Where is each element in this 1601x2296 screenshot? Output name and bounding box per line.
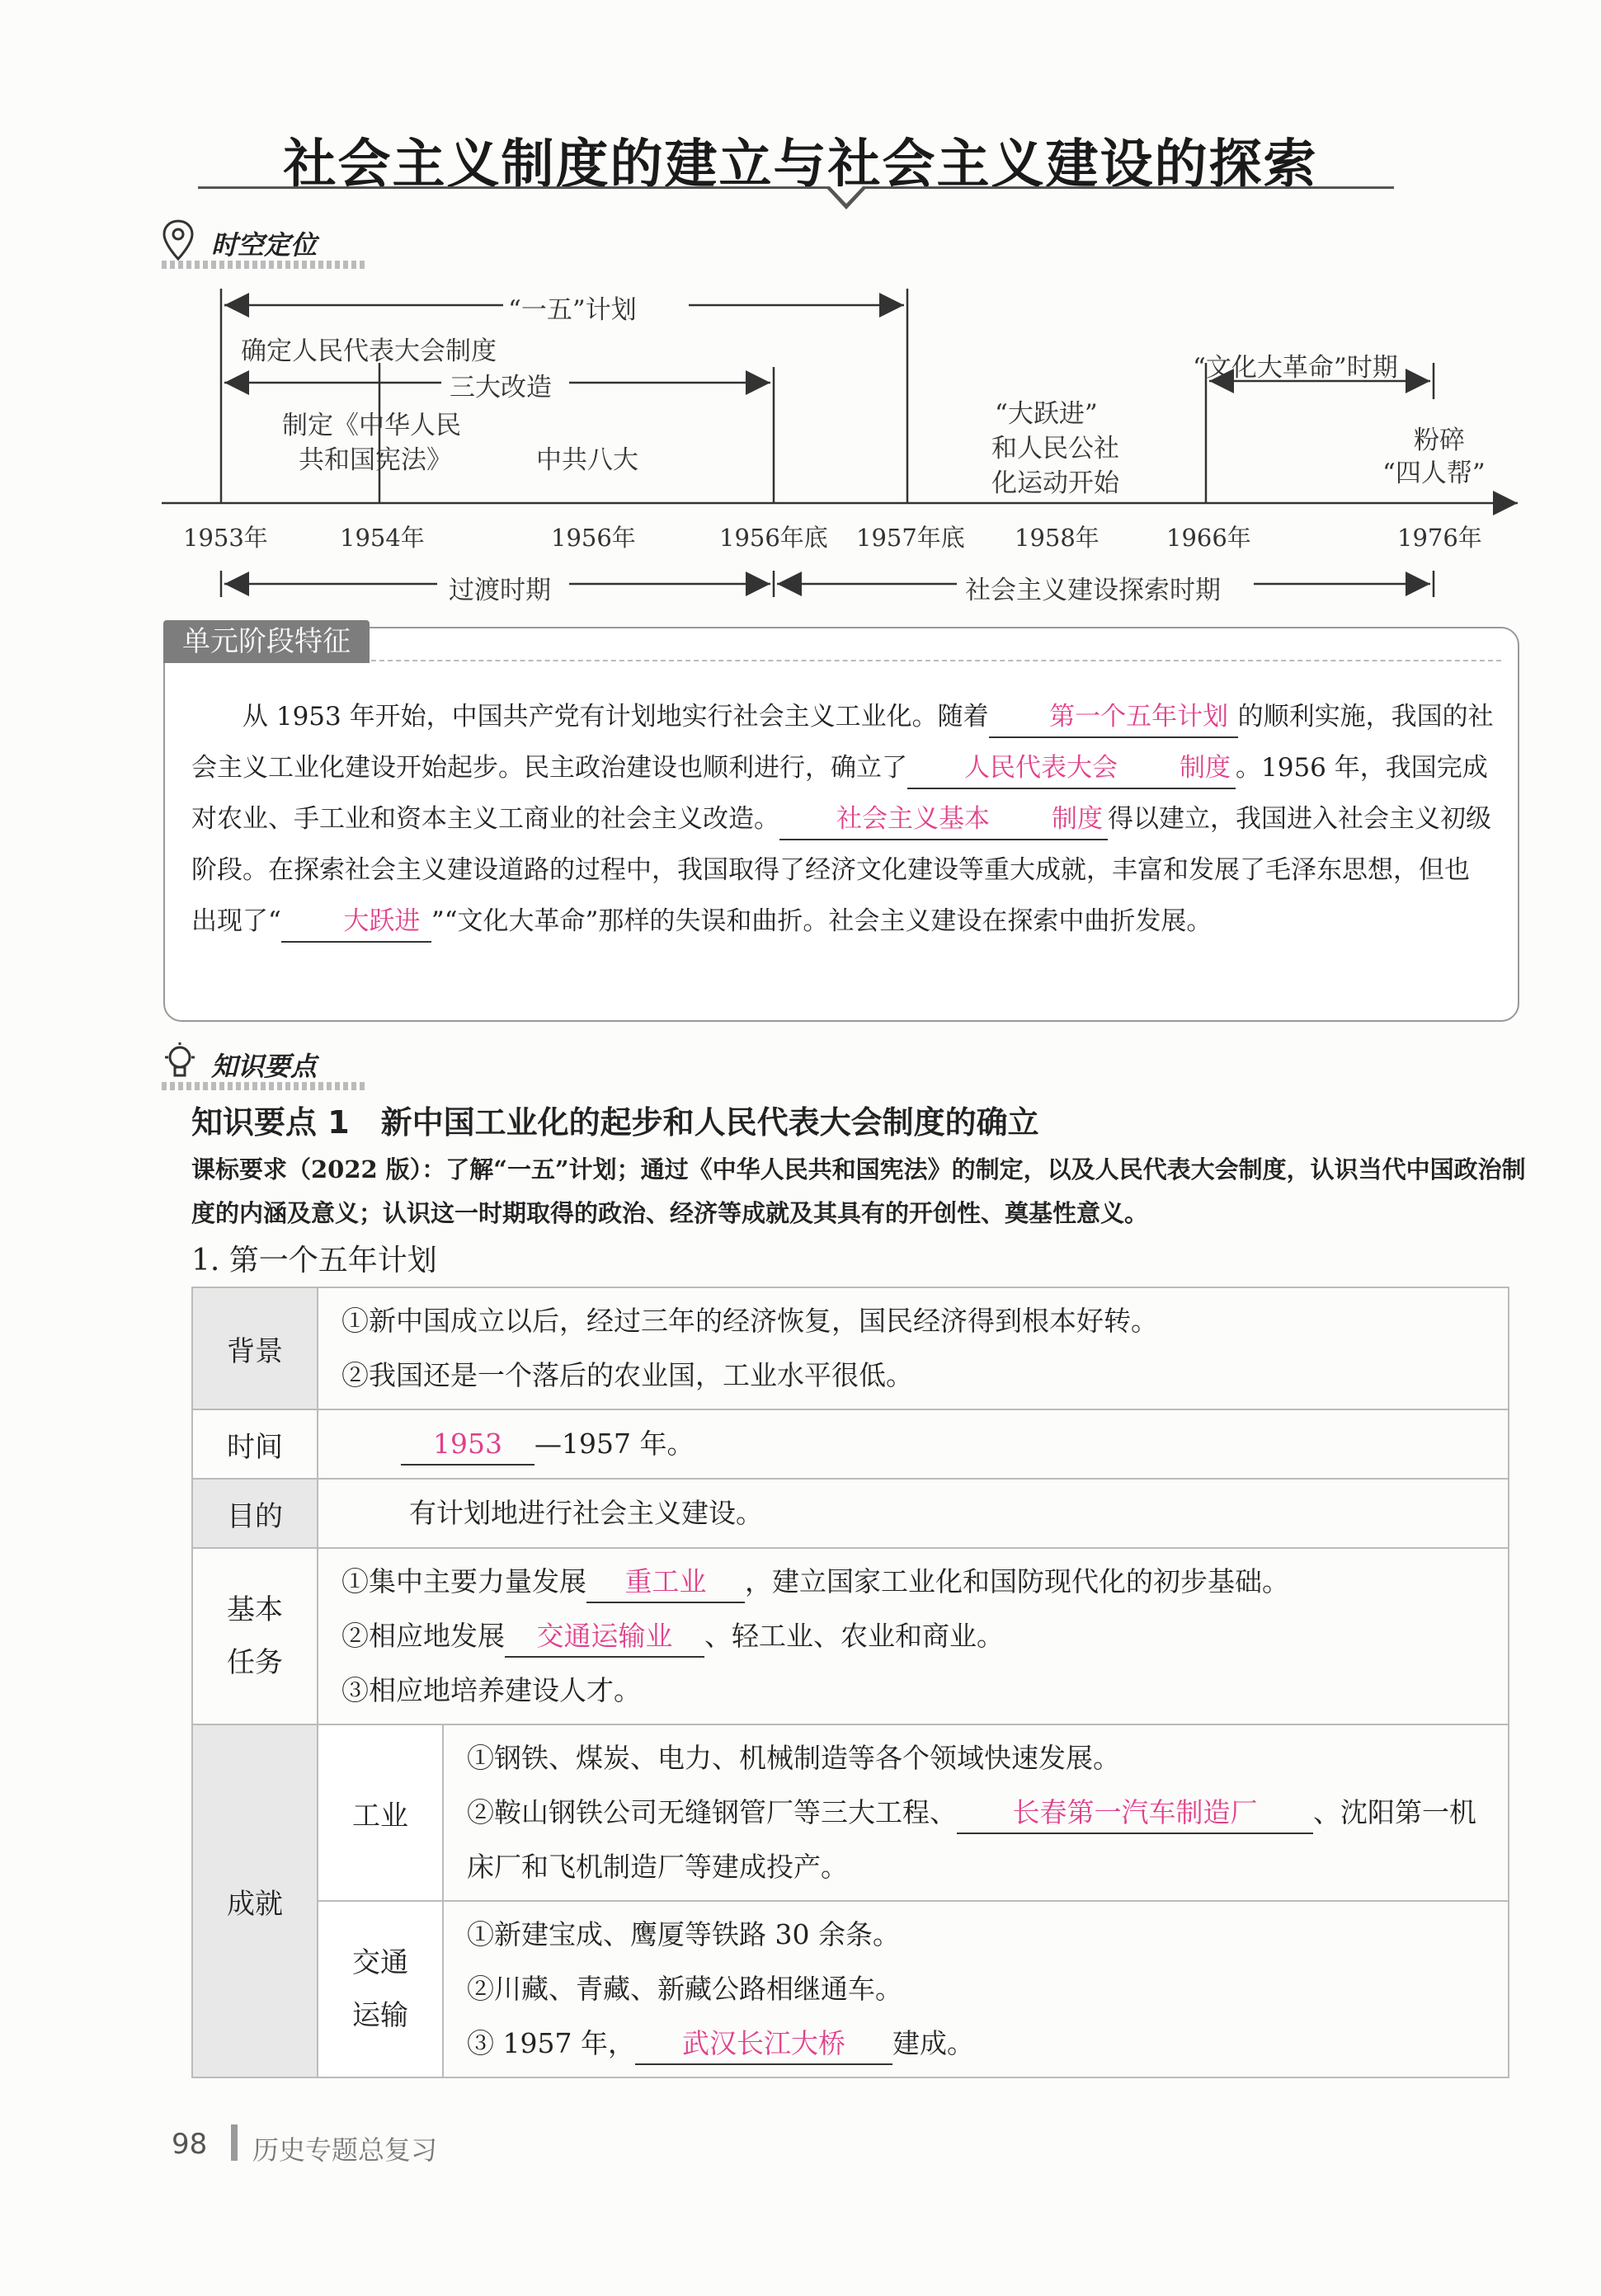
subheading-first-five-year-plan: 1. 第一个五年计划: [191, 1244, 437, 1277]
fill-answer: 长春第一汽车制造厂: [957, 1793, 1313, 1834]
table-cell: ①集中主要力量发展 重工业 ，建立国家工业化和国防现代化的初步基础。 ②相应地发展 交通运输业 、轻工业、农业和商业。 ③相应地培养建设人才。: [318, 1548, 1509, 1724]
tl-three-reforms: 三大改造: [450, 373, 552, 402]
tl-gang-line2: “四人帮”: [1382, 459, 1486, 488]
table-cell: ①钢铁、煤炭、电力、机械制造等各个领域快速发展。 ②鞍山钢铁公司无缝钢管厂等三大工程、 长春第一汽车制造厂 、沈阳第一机床厂和飞机制造厂等建成投产。: [443, 1724, 1509, 1901]
table-row: [192, 1901, 1509, 2077]
tl-great-leap-line2: 和人民公社: [991, 434, 1119, 463]
curriculum-requirement: 课标要求（2022 版）：了解“一五”计划；通过《中华人民共和国宪法》的制定，以及人民代表大会制度，认识当代中国政治制度的内涵及意义；认识这一时期取得的政治、经济等成就及其具有的开创性、奠基性意义。: [191, 1155, 1526, 1227]
book-title: 历史专题总复习: [252, 2134, 438, 2166]
table-row: [192, 1548, 1509, 1724]
fill-answer: 大跃进: [281, 901, 431, 943]
row-header: 目的: [192, 1479, 318, 1548]
tl-gang-line1: 粉碎: [1414, 426, 1465, 455]
tl-five-year-plan: “一五”计划: [508, 295, 637, 325]
table-cell: ①新中国成立以后，经过三年的经济恢复，国民经济得到根本好转。 ②我国还是一个落后的农业国，工业水平很低。: [318, 1287, 1509, 1409]
row-header: 基本任务: [192, 1548, 318, 1724]
fill-answer: 交通运输业: [505, 1616, 704, 1658]
tl-exploration-period: 社会主义建设探索时期: [965, 576, 1221, 605]
tl-year: 1958年: [1015, 524, 1100, 552]
tl-eighth-congress: 中共八大: [536, 445, 638, 475]
footer-divider: [231, 2124, 238, 2161]
row-header: 时间: [192, 1409, 318, 1479]
five-year-plan-table: [191, 1287, 1509, 2078]
tl-great-leap-line3: 化运动开始: [991, 468, 1119, 498]
table-row: [192, 1724, 1509, 1901]
knowledge-point-title: 知识要点 1 新中国工业化的起步和人民代表大会制度的确立: [191, 1104, 1039, 1141]
tl-year: 1953年: [183, 524, 268, 552]
fill-answer: 制度: [1123, 748, 1236, 789]
table-cell: 有计划地进行社会主义建设。: [318, 1479, 1509, 1548]
tl-year: 1954年: [340, 524, 425, 552]
table-row: [192, 1409, 1509, 1479]
table-row: [192, 1479, 1509, 1548]
fill-answer: 武汉长江大桥: [635, 2024, 892, 2065]
section-heading-knowledge: 知识要点: [211, 1051, 318, 1082]
fill-answer: 重工业: [586, 1562, 745, 1603]
table-row: [192, 1287, 1509, 1409]
tl-year: 1976年: [1397, 524, 1482, 552]
fill-answer: 社会主义基本: [779, 799, 996, 840]
lightbulb-icon: [162, 1041, 198, 1087]
tl-year: 1966年: [1166, 524, 1251, 552]
unit-summary-text: 从 1953 年开始，中国共产党有计划地实行社会主义工业化。随着 第一个五年计划 的顺利实施，我国的社会主义工业化建设开始起步。民主政治建设也顺利进行，确立了 人民代表大会 制度 。1956 年，我国完成对农业、手工业和资本主义工商业的社会主义改造。 社会主义基本 制度 得以建立，我国进入社会主义初级阶段。在探索社会主义建设道路的过程中，我国取得了经济文化建设等重大成就，丰富和发展了毛泽东思想，但也出现了“ 大跃进 ”“文化大革命”那样的失误和曲折。社会主义建设在探索中曲折发展。: [191, 691, 1495, 947]
tl-year: 1956年底: [719, 524, 828, 552]
row-header: 背景: [192, 1287, 318, 1409]
tl-year: 1957年底: [856, 524, 965, 552]
page-title: 社会主义制度的建立与社会主义建设的探索: [283, 134, 1318, 195]
sub-header: 交通运输: [318, 1901, 443, 2077]
tl-cultural-revolution: “文化大革命”时期: [1193, 353, 1398, 383]
sub-header: 工业: [318, 1724, 443, 1901]
tl-great-leap-line1: “大跃进”: [995, 399, 1098, 429]
tl-npc-system: 确定人民代表大会制度: [241, 336, 497, 366]
table-cell: ①新建宝成、鹰厦等铁路 30 余条。 ②川藏、青藏、新藏公路相继通车。 ③ 1957 年， 武汉长江大桥 建成。: [443, 1901, 1509, 2077]
tl-transition-period: 过渡时期: [449, 576, 551, 605]
tl-constitution-line1: 制定《中华人民: [282, 411, 461, 440]
tl-year: 1956年: [551, 524, 636, 552]
fill-answer: 制度: [996, 799, 1108, 840]
fill-answer: 人民代表大会: [907, 748, 1123, 789]
row-header: 成就: [192, 1724, 318, 2077]
table-cell: 1953 —1957 年。: [318, 1409, 1509, 1479]
fill-answer: 1953: [401, 1424, 534, 1466]
section-heading-timeline: 时空定位: [211, 229, 318, 261]
tl-constitution-line2: 共和国宪法》: [299, 445, 452, 475]
unit-summary-label: 单元阶段特征: [163, 620, 370, 663]
fill-answer: 第一个五年计划: [989, 697, 1238, 738]
page-number: 98: [172, 2128, 208, 2161]
